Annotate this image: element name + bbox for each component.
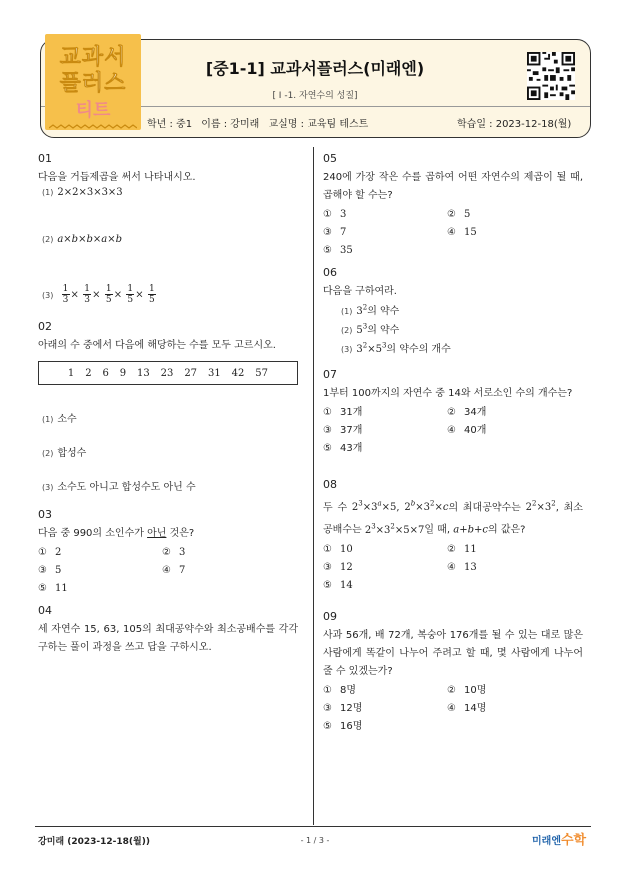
number-item: 23: [160, 367, 174, 379]
choice-1[interactable]: ① 31개: [323, 407, 363, 418]
footer-divider: [35, 826, 591, 827]
question-05: [323, 152, 583, 259]
grade-label: 학년 : 중1: [147, 119, 193, 130]
number-item: 1: [67, 367, 75, 379]
subquestion-text: 합성수: [57, 448, 87, 459]
question-text: 아래의 수 중에서 다음에 해당하는 수를 모두 고르시오.: [38, 340, 276, 351]
choice-4[interactable]: ④ 15: [447, 227, 477, 238]
question-08: [323, 478, 583, 594]
choice-5[interactable]: ⑤ 35: [323, 245, 353, 256]
choice-4[interactable]: ④ 7: [162, 565, 186, 576]
subquestion-1: (1) $3^2$의 약수: [341, 303, 400, 317]
number-item: 57: [255, 367, 268, 379]
question-text: 다음 중 990의 소인수가 아닌 것은?: [38, 528, 195, 539]
question-number: 03: [38, 508, 52, 521]
number-item: 42: [231, 367, 245, 379]
question-number: 07: [323, 368, 337, 381]
study-date: 학습일 : 2023-12-18(월): [457, 119, 572, 130]
choices: [323, 405, 583, 457]
choice-3[interactable]: ③ 37개: [323, 425, 363, 436]
question-03: [38, 508, 298, 597]
logo-text-line1: 교과서: [59, 45, 127, 70]
question-number: 08: [323, 478, 337, 491]
document-title: [중1-1] 교과서플러스(미래엔): [205, 59, 425, 78]
choices: [323, 683, 583, 735]
student-info: [147, 115, 374, 130]
question-02: [38, 320, 298, 493]
question-06: [323, 266, 583, 355]
subquestion-label: (1): [42, 188, 54, 197]
number-item: 31: [207, 367, 221, 379]
subquestion-label: (2): [42, 449, 54, 458]
emphasis-text: 아닌: [147, 528, 167, 539]
classroom-label: 교실명 : 교육팀 테스트: [268, 119, 369, 130]
choice-5[interactable]: ⑤ 16명: [323, 721, 363, 732]
question-number: 09: [323, 610, 337, 623]
footer-student-date: 강미래 (2023-12-18(월)): [38, 837, 150, 847]
choice-2[interactable]: ② 34개: [447, 407, 487, 418]
choice-1[interactable]: ① 2: [38, 547, 62, 558]
subquestion-label: (2): [42, 235, 54, 244]
textbook-plus-logo: [45, 34, 141, 134]
choice-5[interactable]: ⑤ 11: [38, 583, 68, 594]
fraction: $\frac{1}{5}$: [148, 284, 155, 305]
subquestion-2: [42, 234, 122, 245]
choice-3[interactable]: ③ 12: [323, 561, 353, 573]
choice-1[interactable]: ① 3: [323, 209, 347, 220]
question-text: 두 수 $2^3\times 3^a\times 5$, $2^b\times 3^2\times c$의 최대공약수는 $2^2\times 3^2$, 최소공배수는 $2^3\times 3^2\times 5\times 7$일 때, a+b+c의 값은?: [323, 500, 583, 536]
name-label: 이름 : 강미래: [201, 119, 260, 130]
choice-3[interactable]: ③ 5: [38, 565, 62, 576]
question-09: [323, 610, 583, 735]
fraction: $\frac{1}{3}$: [62, 284, 69, 305]
subquestion-3: [42, 478, 196, 493]
question-text: 1부터 100까지의 자연수 중 14와 서로소인 수의 개수는?: [323, 388, 573, 399]
subquestion-label: (1): [42, 415, 54, 424]
subquestion-2: (2) $5^3$의 약수: [341, 322, 400, 336]
question-04: [38, 604, 298, 657]
subquestion-1: [42, 410, 77, 425]
choices: [38, 545, 298, 597]
number-item: 9: [119, 367, 127, 379]
choices: [323, 207, 583, 259]
number-item: 2: [85, 367, 92, 379]
choice-2[interactable]: ② 3: [162, 547, 186, 558]
choice-1[interactable]: ① 8명: [323, 685, 356, 696]
brand-name: 미래엔: [532, 836, 561, 847]
document-subtitle: [ Ⅰ -1. 자연수의 성질]: [272, 91, 358, 101]
choice-5[interactable]: ⑤ 43개: [323, 443, 363, 454]
subquestion-text: 소수: [57, 414, 77, 425]
choice-2[interactable]: ② 11: [447, 543, 477, 555]
logo-text-line2: 플러스: [59, 71, 127, 96]
logo-text-line3: 티트: [75, 100, 111, 121]
choice-4[interactable]: ④ 40개: [447, 425, 487, 436]
choice-4[interactable]: ④ 14명: [447, 703, 487, 714]
question-text: 사과 56개, 배 72개, 복숭아 176개를 될 수 있는 대로 많은 사람에게 똑같이 나누어 주려고 할 때, 몇 사람에게 나누어 줄 수 있겠는가?: [323, 630, 583, 677]
choice-3[interactable]: ③ 7: [323, 227, 347, 238]
qr-code-icon[interactable]: [527, 52, 575, 100]
question-number: 06: [323, 266, 337, 279]
page-number: - 1 / 3 -: [300, 836, 330, 845]
question-number: 01: [38, 152, 52, 165]
subquestion-label: (3): [42, 483, 54, 492]
choice-1[interactable]: ① 10: [323, 543, 353, 555]
brand-logo: [532, 829, 586, 848]
column-divider: [313, 147, 314, 825]
choice-2[interactable]: ② 5: [447, 209, 471, 220]
number-list-box: [38, 361, 298, 385]
logo-wave-decoration: [49, 124, 137, 132]
question-text: 다음을 구하여라.: [323, 286, 397, 297]
question-number: 02: [38, 320, 52, 333]
subquestion-3: (3) $3^2\times 5^3$의 약수의 개수: [341, 341, 451, 355]
choice-5[interactable]: ⑤ 14: [323, 579, 353, 591]
number-item: 13: [137, 367, 150, 379]
choice-3[interactable]: ③ 12명: [323, 703, 363, 714]
question-07: [323, 368, 583, 457]
subquestion-expression: 2×2×3×3×3: [57, 187, 123, 198]
question-number: 05: [323, 152, 337, 165]
subquestion-label: (3): [42, 290, 54, 300]
fraction: $\frac{1}{5}$: [105, 284, 112, 305]
question-number: 04: [38, 604, 52, 617]
question-text: 세 자연수 15, 63, 105의 최대공약수와 최소공배수를 각각 구하는 풀이 과정을 쓰고 답을 구하시오.: [38, 624, 298, 653]
choice-2[interactable]: ② 10명: [447, 685, 487, 696]
choice-4[interactable]: ④ 13: [447, 561, 477, 573]
subquestion-3: (3) $\frac{1}{3}$ × $\frac{1}{3}$ × $\frac{1}{5}$ × $\frac{1}{5}$ × $\frac{1}{5}$: [42, 284, 155, 305]
number-item: 6: [102, 367, 109, 379]
fraction: $\frac{1}{3}$: [84, 284, 90, 305]
question-01: [38, 152, 298, 305]
question-text: 다음을 거듭제곱을 써서 나타내시오.: [38, 172, 196, 183]
question-text: 240에 가장 작은 수를 곱하여 어떤 자연수의 제곱이 될 때, 곱해야 할 수는?: [323, 172, 583, 201]
subquestion-text: 소수도 아니고 합성수도 아닌 수: [57, 482, 196, 493]
choices: [323, 542, 583, 594]
subquestion-2: [42, 444, 86, 459]
subquestion-1: [42, 187, 123, 198]
brand-accent: 수학: [560, 833, 587, 848]
fraction: $\frac{1}{5}$: [127, 284, 134, 305]
number-item: 27: [184, 367, 198, 379]
subquestion-expression: a×b×b×a×b: [57, 234, 122, 245]
